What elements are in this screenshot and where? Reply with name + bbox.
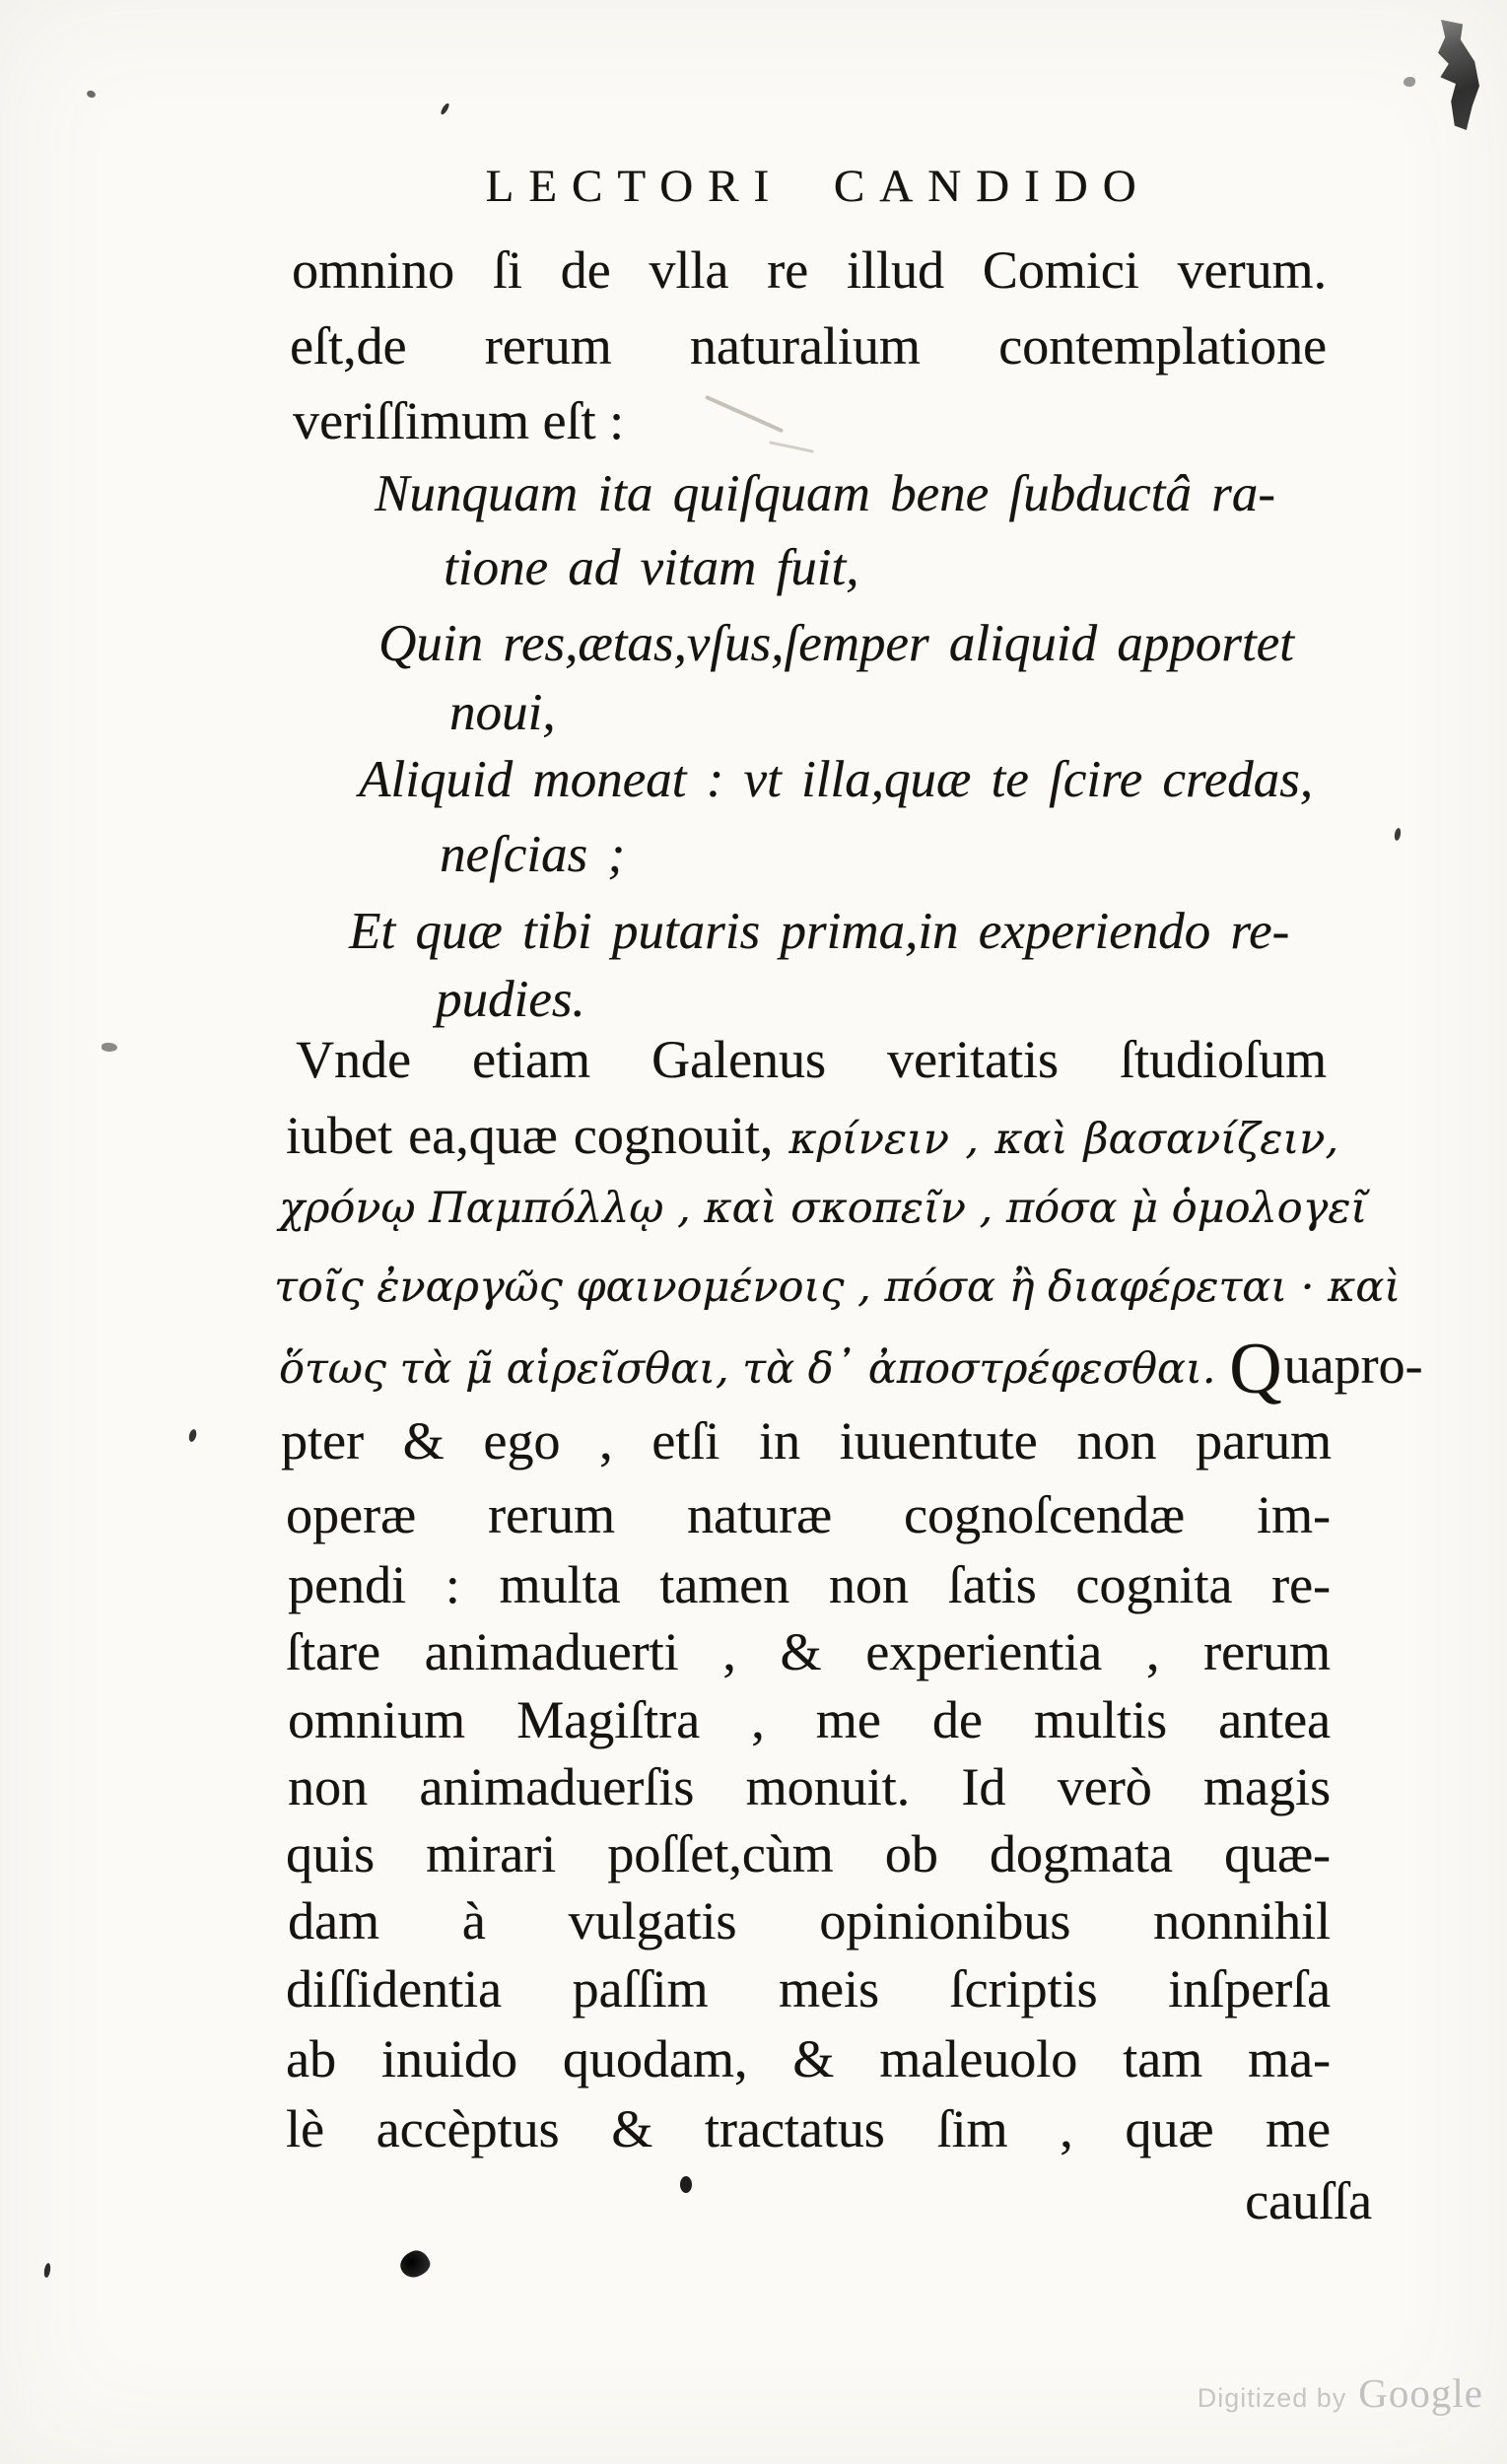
ink-speck bbox=[680, 2176, 692, 2193]
text-line-17 bbox=[281, 1403, 1332, 1479]
greek-text-run: τοῖς ἐναργῶς φαινομένοις , πόσα ἢ διαφέρεται · καὶ bbox=[274, 1263, 1402, 1312]
latin-text-run: uapro- bbox=[1283, 1335, 1423, 1395]
text-line-13 bbox=[286, 1097, 1338, 1174]
latin-text-run: iubet ea,quæ cognouit, bbox=[286, 1106, 789, 1165]
catchword: cauſſa bbox=[1245, 2171, 1372, 2230]
latin-text-run: ſtare animaduerti , & experientia , rerum bbox=[286, 1622, 1331, 1681]
latin-text-run: eſt,de rerum naturalium contemplatione bbox=[290, 316, 1327, 376]
text-line-24 bbox=[288, 1882, 1331, 1959]
latin-text-run: tione ad vitam fuit, bbox=[444, 539, 859, 596]
latin-text-run: pudies. bbox=[436, 971, 585, 1028]
latin-text-run: noui, bbox=[449, 684, 556, 741]
text-line-19 bbox=[288, 1546, 1331, 1623]
latin-text-run: Aliquid moneat : vt illa,quæ te ſcire credas, bbox=[359, 751, 1313, 808]
pencil-smudge bbox=[705, 395, 784, 434]
latin-text-run: veriſſimum eſt : bbox=[293, 391, 624, 450]
text-line-27 bbox=[286, 2090, 1331, 2167]
greek-text-run: χρόνῳ Παμπόλλῳ , καὶ σκοπεῖν , πόσα μ̀ ὁμολογεῖ bbox=[279, 1184, 1368, 1233]
latin-text-run: Nunquam ita quiſquam bene ſubductâ ra- bbox=[375, 465, 1275, 522]
google-credit bbox=[1198, 2369, 1483, 2417]
google-logo: Google bbox=[1358, 2370, 1483, 2416]
latin-text-run: ab inuido quodam, & maleuolo tam ma- bbox=[286, 2029, 1331, 2088]
text-line-21 bbox=[288, 1681, 1331, 1758]
text-line-4 bbox=[375, 454, 1275, 531]
latin-text-run: non animaduerſis monuit. Id verò magis bbox=[288, 1757, 1331, 1816]
latin-text-run: neſcias ; bbox=[440, 826, 626, 883]
greek-text-run: ὅτως τὰ μ̃ αἱρεῖσθαι, τὰ δ᾽ ἀποστρέφεσθαι. bbox=[279, 1344, 1230, 1394]
latin-text-run: Q bbox=[1229, 1329, 1284, 1409]
scan-artifact-blob bbox=[1420, 20, 1479, 130]
ink-speck bbox=[188, 1428, 198, 1442]
page-title: LECTORI CANDIDO bbox=[485, 161, 1151, 212]
text-line-9 bbox=[440, 815, 625, 892]
text-line-14 bbox=[279, 1166, 1367, 1243]
latin-text-run: Et quæ tibi putaris prima,in experiendo re- bbox=[349, 903, 1290, 960]
latin-text-run: omnium Magiſtra , me de multis antea bbox=[288, 1690, 1331, 1749]
latin-text-run: Vnde etiam Galenus veritatis ſtudioſum bbox=[296, 1030, 1327, 1089]
text-line-7 bbox=[449, 673, 555, 750]
latin-text-run: pter & ego , etſi in iuuentute non parum bbox=[281, 1411, 1332, 1471]
text-line-26 bbox=[286, 2020, 1331, 2097]
text-line-18 bbox=[286, 1476, 1331, 1553]
text-line-1 bbox=[292, 232, 1327, 308]
text-line-10 bbox=[349, 892, 1289, 969]
text-line-3 bbox=[293, 382, 624, 459]
latin-text-run: dam à vulgatis opinionibus nonnihil bbox=[288, 1891, 1331, 1951]
text-line-8 bbox=[359, 740, 1313, 817]
latin-text-run: operæ rerum naturæ cognoſcendæ im- bbox=[286, 1485, 1331, 1544]
ink-speck bbox=[43, 2263, 51, 2279]
latin-text-run: Quin res,ætas,vſus,ſemper aliquid apportet bbox=[378, 615, 1294, 672]
latin-text-run: diſſidentia paſſim meis ſcriptis inſperſa bbox=[286, 1959, 1331, 2019]
text-line-5 bbox=[444, 528, 858, 605]
latin-text-run: pendi : multa tamen non ſatis cognita re- bbox=[288, 1555, 1331, 1614]
text-line-20 bbox=[286, 1613, 1331, 1690]
scan-artifact-speck bbox=[1404, 77, 1415, 87]
text-line-2 bbox=[290, 308, 1327, 384]
text-line-16 bbox=[279, 1327, 1423, 1409]
greek-text-run: κρίνειν , καὶ βασανίζειν, bbox=[788, 1115, 1338, 1164]
text-line-23 bbox=[286, 1815, 1331, 1892]
latin-text-run: omnino ſi de vlla re illud Comici verum. bbox=[292, 240, 1327, 300]
ink-speck bbox=[1394, 828, 1402, 842]
latin-text-run: lè accèptus & tractatus ſim , quæ me bbox=[286, 2099, 1331, 2158]
text-line-25 bbox=[286, 1951, 1331, 2027]
ink-speck bbox=[86, 90, 97, 100]
text-line-22 bbox=[288, 1748, 1331, 1825]
credit-prefix-label: Digitized by bbox=[1197, 2383, 1347, 2413]
ink-speck bbox=[440, 103, 450, 116]
text-line-12 bbox=[296, 1021, 1327, 1098]
text-line-15 bbox=[274, 1245, 1401, 1322]
ink-speck bbox=[102, 1043, 117, 1052]
text-line-6 bbox=[378, 604, 1294, 681]
ink-blot bbox=[397, 2247, 434, 2281]
pencil-smudge bbox=[769, 441, 814, 452]
latin-text-run: quis mirari poſſet,cùm ob dogmata quæ- bbox=[286, 1824, 1331, 1883]
